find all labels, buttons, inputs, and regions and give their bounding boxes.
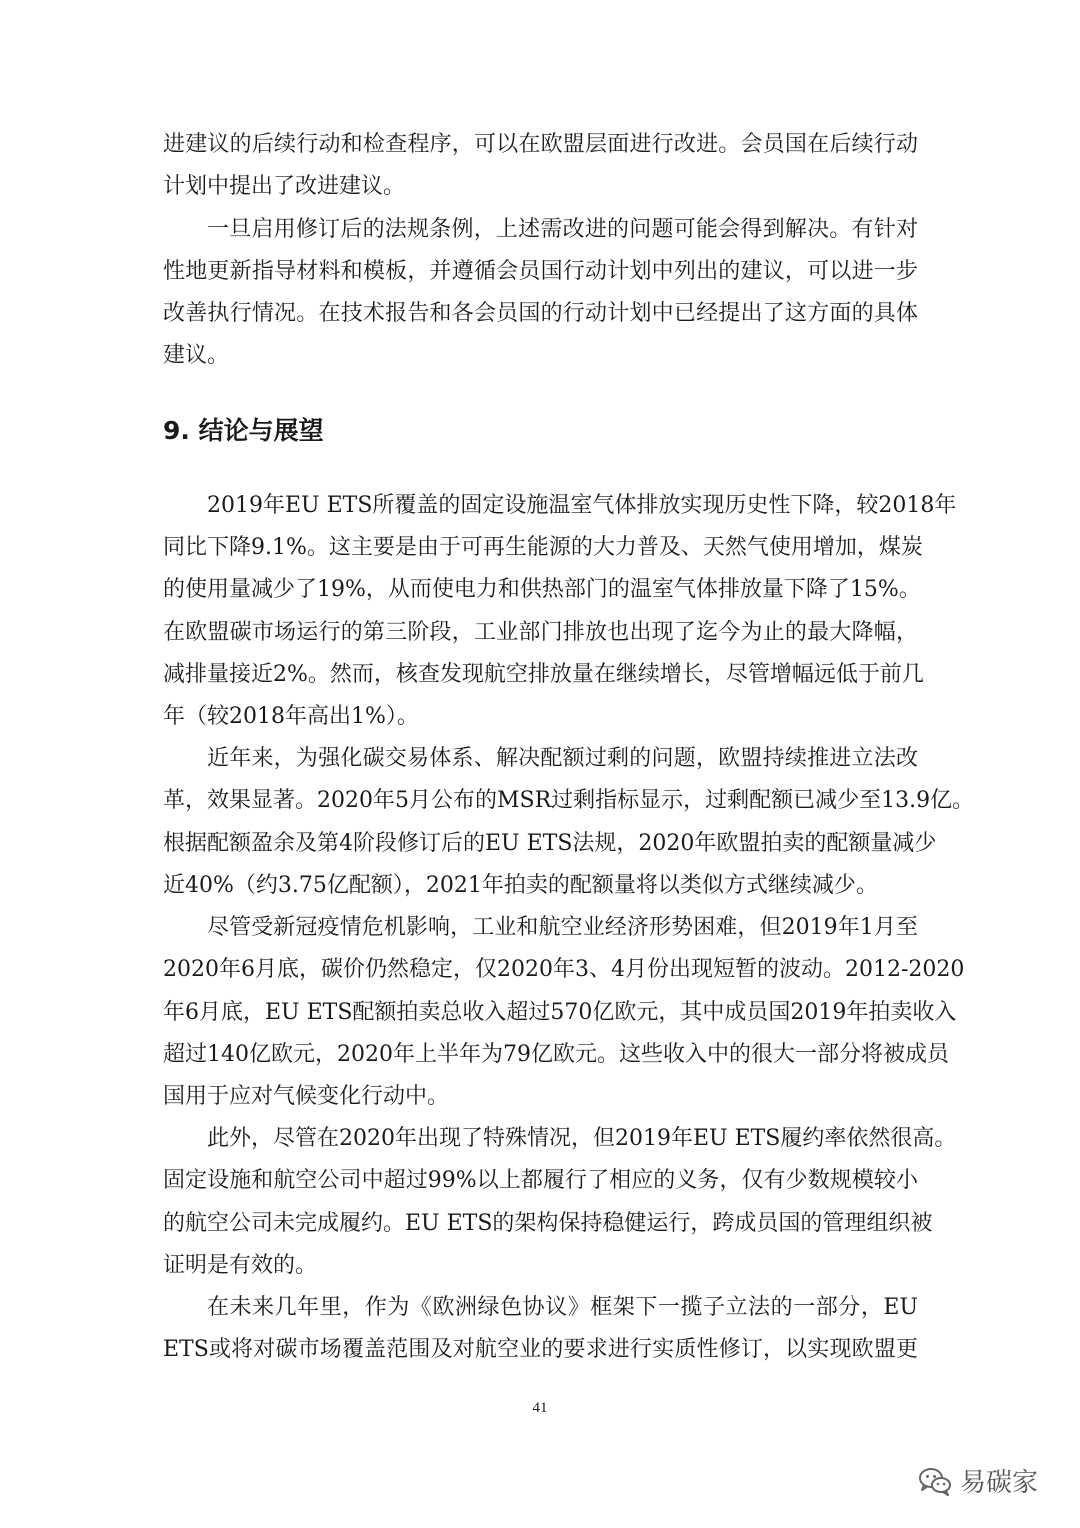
paragraph-0-line-1: 计划中提出了改进建议。: [163, 174, 406, 199]
paragraph-5-line-0: 此外，尽管在2020年出现了特殊情况，但2019年EU ETS履约率依然很高。: [207, 1126, 957, 1151]
wechat-icon: [918, 1466, 952, 1496]
paragraph-0-line-0: 进建议的后续行动和检查程序，可以在欧盟层面进行改进。会员国在后续行动: [163, 132, 918, 157]
paragraph-5-line-3: 证明是有效的。: [163, 1253, 318, 1278]
paragraph-2-line-1: 同比下降9.1%。这主要是由于可再生能源的大力普及、天然气使用增加，煤炭: [163, 535, 923, 560]
section-heading: 9. 结论与展望: [163, 416, 324, 445]
paragraph-5-line-1: 固定设施和航空公司中超过99%以上都履行了相应的义务，仅有少数规模较小: [163, 1168, 918, 1193]
paragraph-1-line-0: 一旦启用修订后的法规条例，上述需改进的问题可能会得到解决。有针对: [207, 217, 918, 242]
paragraph-2-line-4: 减排量接近2%。然而，核查发现航空排放量在继续增长，尽管增幅远低于前几: [163, 662, 924, 687]
paragraph-2-line-0: 2019年EU ETS所覆盖的固定设施温室气体排放实现历史性下降，较2018年: [207, 493, 957, 518]
paragraph-2-line-5: 年（较2018年高出1%）。: [163, 704, 419, 729]
paragraph-4-line-0: 尽管受新冠疫情危机影响，工业和航空业经济形势困难，但2019年1月至: [207, 915, 918, 940]
paragraph-4-line-4: 国用于应对气候变化行动中。: [163, 1084, 450, 1109]
paragraph-1-line-1: 性地更新指导材料和模板，并遵循会员国行动计划中列出的建议，可以进一步: [163, 259, 918, 284]
paragraph-4-line-2: 年6月底，EU ETS配额拍卖总收入超过570亿欧元，其中成员国2019年拍卖收入: [163, 1000, 957, 1025]
paragraph-2-line-3: 在欧盟碳市场运行的第三阶段，工业部门排放也出现了迄今为止的最大降幅，: [163, 620, 918, 645]
paragraph-3-line-2: 根据配额盈余及第4阶段修订后的EU ETS法规，2020年欧盟拍卖的配额量减少: [163, 831, 937, 856]
watermark-text: 易碳家: [960, 1468, 1039, 1498]
paragraph-3-line-1: 革，效果显著。2020年5月公布的MSR过剩指标显示，过剩配额已减少至13.9亿。: [163, 788, 975, 813]
paragraph-6-line-1: ETS或将对碳市场覆盖范围及对航空业的要求进行实质性修订，以实现欧盟更: [163, 1337, 918, 1362]
watermark: [918, 1462, 1038, 1499]
paragraph-3-line-0: 近年来，为强化碳交易体系、解决配额过剩的问题，欧盟持续推进立法改: [207, 746, 918, 771]
page-number: 41: [532, 1400, 548, 1416]
paragraph-4-line-1: 2020年6月底，碳价仍然稳定，仅2020年3、4月份出现短暂的波动。2012-2020: [163, 957, 965, 982]
paragraph-6-line-0: 在未来几年里，作为《欧洲绿色协议》框架下一揽子立法的一部分，EU: [207, 1295, 918, 1320]
paragraph-3-line-3: 近40%（约3.75亿配额），2021年拍卖的配额量将以类似方式继续减少。: [163, 873, 878, 898]
paragraph-1-line-2: 改善执行情况。在技术报告和各会员国的行动计划中已经提出了这方面的具体: [163, 301, 918, 326]
paragraph-1-line-3: 建议。: [163, 343, 230, 368]
paragraph-5-line-2: 的航空公司未完成履约。EU ETS的架构保持稳健运行，跨成员国的管理组织被: [163, 1211, 933, 1236]
paragraph-2-line-2: 的使用量减少了19%，从而使电力和供热部门的温室气体排放量下降了15%。: [163, 577, 921, 602]
paragraph-4-line-3: 超过140亿欧元，2020年上半年为79亿欧元。这些收入中的很大一部分将被成员: [163, 1042, 949, 1067]
